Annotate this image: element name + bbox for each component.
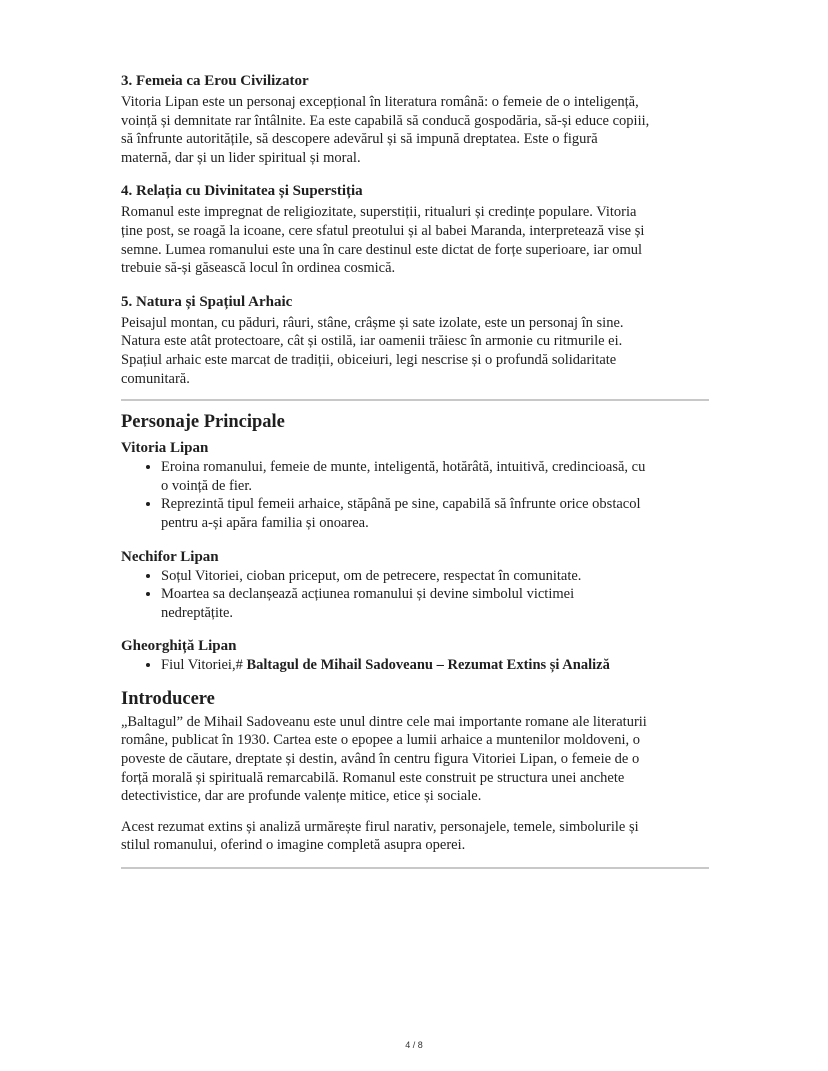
characters-section — [121, 410, 711, 675]
intro-section — [121, 687, 711, 855]
bullet-item — [161, 656, 711, 675]
page-number: 4 / 8 — [405, 1040, 423, 1050]
intro-paragraph: „Baltagul” de Mihail Sadoveanu este unul dintre cele mai importante romane ale literaturii române, publicat în 1930. Cartea este o epopee a lumii arhaice a muntenilor moldoveni, o poveste de căutare, dreptate și destin, având în centru figura Vitoriei Lipan, o femeie de o forță morală și spirituală remarcabilă. Romanul este construit pe structura unei anchete detectivistice, dar are profunde valențe mitice, etice și sociale. — [121, 713, 647, 805]
section-heading: 5. Natura și Spațiul Arhaic — [121, 293, 293, 310]
bullet-item: • Reprezintă tipul femeii arhaice, stăpână pe sine, capabilă să înfrunte orice obstacol pentru a-și apăra familia și onoarea. — [161, 495, 711, 532]
character-bullets — [121, 656, 711, 675]
character-name: Nechifor Lipan — [121, 548, 219, 565]
section-text: Romanul este impregnat de religiozitate, superstiții, ritualuri și credințe populare. Vitoria ține post, se roagă la icoane, cere sfatul preotului și al babei Maranda, interpretează vise și semne. Lumea romanului este una în care destinul este dictat de forțe superioare, iar omul trebuie să-și găsească locul în ordinea cosmică. — [121, 204, 645, 277]
bullet-item: • Eroina romanului, femeie de munte, inteligentă, hotărâtă, intuitivă, credincioasă, cu o voință de fier. — [161, 458, 711, 495]
bullet-item: • Soțul Vitoriei, cioban priceput, om de petrecere, respectat în comunitate. — [161, 567, 711, 586]
section-natura — [121, 293, 711, 388]
section-text: Peisajul montan, cu păduri, râuri, stâne, crâșme și sate izolate, este un personaj în sine. Natura este atât protectoare, cât și ostilă, iar oamenii trăiesc în armonie cu ritmurile ei. Spațiul arhaic este marcat de tradiții, obiceiuri, legi nescrise și o profundă solidaritate comunitară. — [121, 314, 624, 387]
bullet-text: Fiul Vitoriei,# — [161, 657, 247, 674]
section-heading: 3. Femeia ca Erou Civilizator — [121, 73, 309, 89]
section-text: Vitoria Lipan este un personaj excepțional în literatura română: o femeie de o inteligență, voință și demnitate rar întâlnite. Ea este capabilă să conducă gospodăria, să-și educe copiii, să înfrunte autoritățile, să descopere adevărul și să impună dreptatea. Este o figură maternă, dar și un lider spiritual și moral. — [121, 94, 650, 166]
character-bullets — [121, 567, 711, 623]
character-bullets — [121, 458, 711, 532]
bullet-item: • Moartea sa declanșează acțiunea romanului și devine simbolul victimei nedreptățite. — [161, 585, 711, 622]
divider — [121, 399, 709, 401]
document-page — [121, 72, 711, 869]
section-femeia-erou — [121, 72, 711, 167]
character-name: Vitoria Lipan — [121, 440, 209, 457]
section-heading: 4. Relația cu Divinitatea și Superstiția — [121, 183, 363, 200]
section-divinitate — [121, 182, 711, 277]
character-name: Gheorghiță Lipan — [121, 638, 237, 655]
intro-paragraph: Acest rezumat extins și analiză urmărește firul narativ, personajele, temele, simbolurile și stilul romanului, oferind o imagine completă asupra operei. — [121, 818, 639, 854]
characters-heading: Personaje Principale — [121, 412, 285, 433]
bullet-bold-title: Baltagul de Mihail Sadoveanu – Rezumat Extins și Analiză — [246, 657, 610, 674]
intro-heading: Introducere — [121, 688, 215, 709]
divider — [121, 867, 709, 869]
